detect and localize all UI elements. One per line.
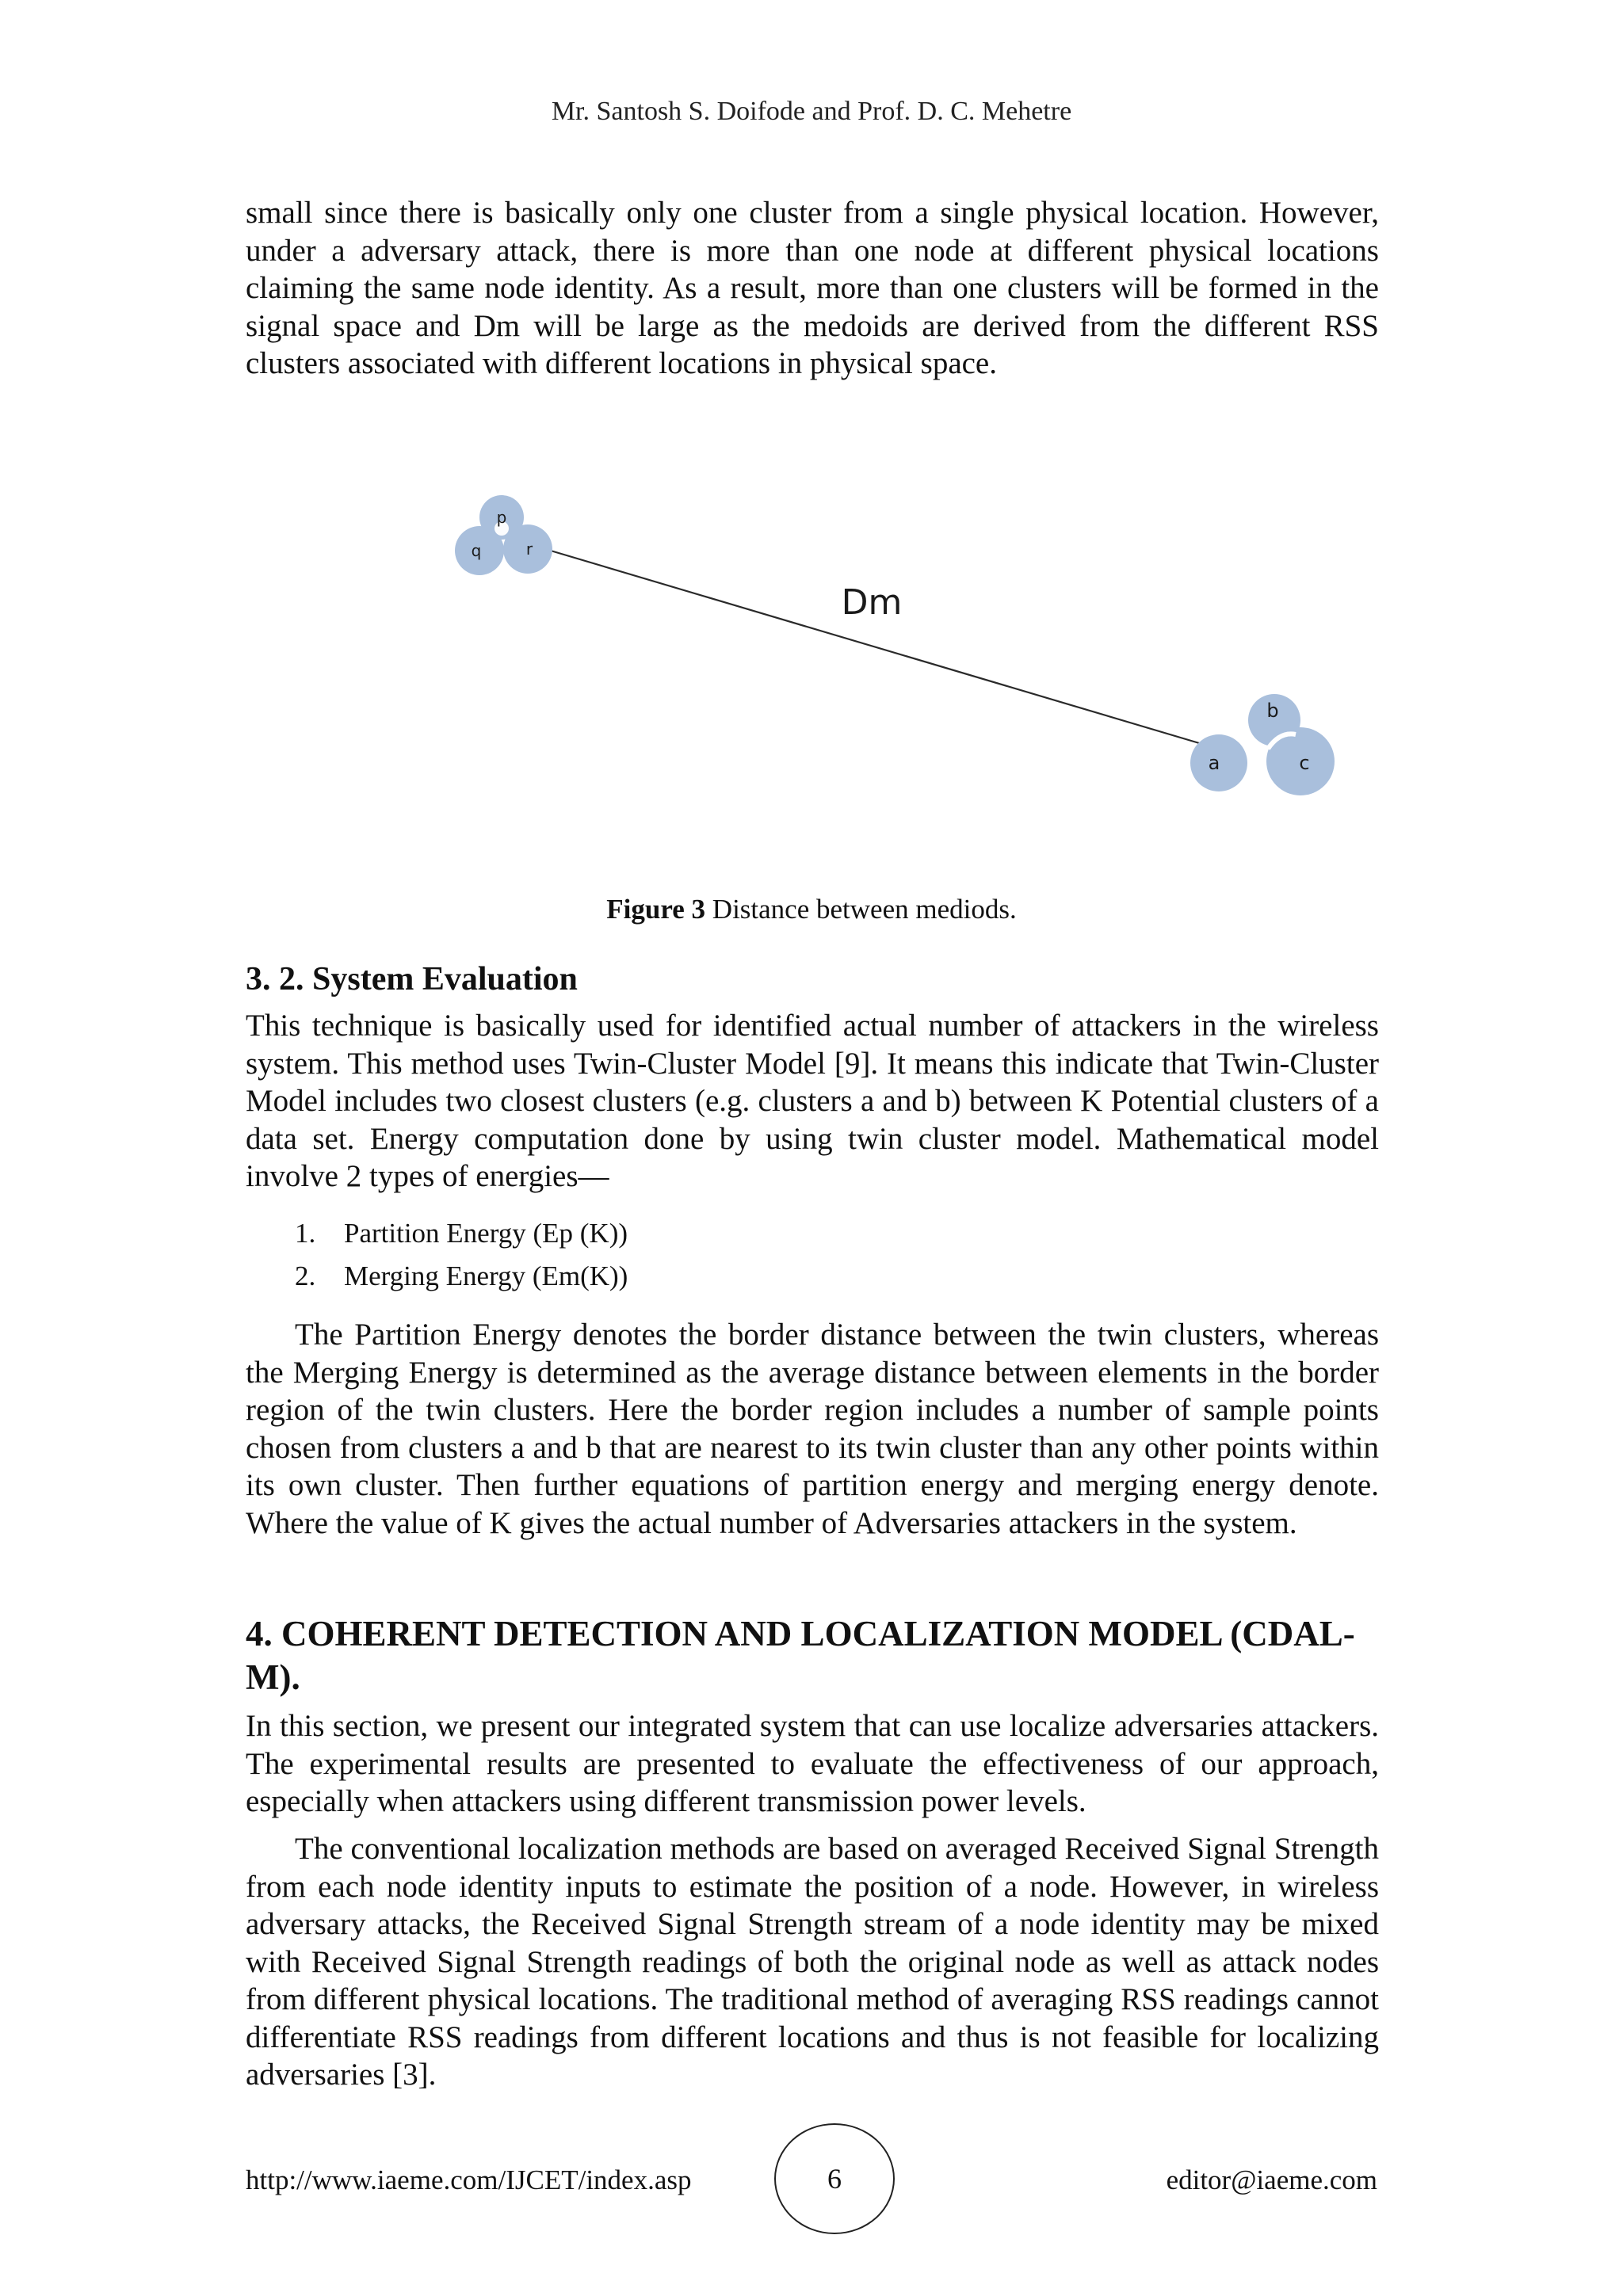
node-c-label: c: [1299, 752, 1310, 774]
energy-list: [295, 1212, 628, 1298]
figure-3-diagram: [444, 479, 1355, 836]
list-item-number: 2.: [295, 1261, 316, 1291]
footer-url-link[interactable]: http://www.iaeme.com/IJCET/index.asp: [246, 2164, 692, 2195]
section-heading-4: 4. COHERENT DETECTION AND LOCALIZATION MODEL (CDAL-M).: [246, 1614, 1355, 1697]
node-p-label: p: [496, 508, 507, 527]
list-item-text: Partition Energy (Ep (K)): [344, 1218, 628, 1249]
list-item-text: Merging Energy (Em(K)): [344, 1261, 628, 1291]
medoid-distance-diagram: [444, 479, 1355, 836]
node-q-label: q: [471, 541, 482, 560]
node-a-label: a: [1208, 752, 1220, 774]
paragraph-intro: small since there is basically only one cluster from a single physical location. However, under a adversary attack, there is more than one node at different physical locations claiming the same node identity. As a result, more than one clusters will be formed in the signal space and Dm will be large as the medoids are derived from the different RSS clusters associated with different locations in physical space.: [246, 196, 1379, 380]
figure-caption-text: Distance between mediods.: [705, 894, 1017, 925]
list-item: [295, 1255, 628, 1298]
figure-caption: [0, 894, 1623, 925]
node-r-label: r: [525, 540, 533, 559]
list-item-number: 1.: [295, 1218, 316, 1249]
page-number: 6: [774, 2123, 895, 2234]
list-item: [295, 1212, 628, 1255]
paragraph-system-evaluation: This technique is basically used for identified actual number of attackers in the wireless system. This method uses Twin-Cluster Model [9]. It means this indicate that Twin-Cluster Model includes two closest clusters (e.g. clusters a and b) between K Potential clusters of a data set. Energy computation done by using twin cluster model. Mathematical model involve 2 types of energies—: [246, 1009, 1379, 1193]
dm-distance-line: [545, 549, 1205, 745]
paragraph-conventional-methods: The conventional localization methods are based on averaged Received Signal Strength from each node identity inputs to estimate the position of a node. However, in wireless adversary attacks, the Received Signal Strength stream of a node identity may be mixed with Received Signal Strength readings of both the original node as well as attack nodes from different physical locations. The traditional method of averaging RSS readings cannot differentiate RSS readings from different locations and thus is not feasible for localizing adversaries [3].: [246, 1832, 1379, 2092]
paragraph-cdal-intro: In this section, we present our integrated system that can use localize adversaries attackers. The experimental results are presented to evaluate the effectiveness of our approach, especially when attackers using different transmission power levels.: [246, 1709, 1379, 1818]
figure-caption-label: Figure 3: [606, 894, 706, 925]
section-heading-3-2: 3. 2. System Evaluation: [246, 961, 578, 997]
node-b-label: b: [1266, 700, 1279, 722]
footer-email-link[interactable]: editor@iaeme.com: [1166, 2164, 1377, 2195]
running-header-authors: Mr. Santosh S. Doifode and Prof. D. C. Mehetre: [551, 97, 1072, 126]
paragraph-partition-energy: The Partition Energy denotes the border distance between the twin clusters, whereas the Merging Energy is determined as the average distance between elements in the border region of the twin clusters. Here the border region includes a number of sample points chosen from clusters a and b that are nearest to its twin cluster than any other points within its own cluster. Then further equations of partition energy and merging energy denote. Where the value of K gives the actual number of Adversaries attackers in the system.: [246, 1318, 1379, 1540]
dm-label: Dm: [841, 582, 903, 623]
